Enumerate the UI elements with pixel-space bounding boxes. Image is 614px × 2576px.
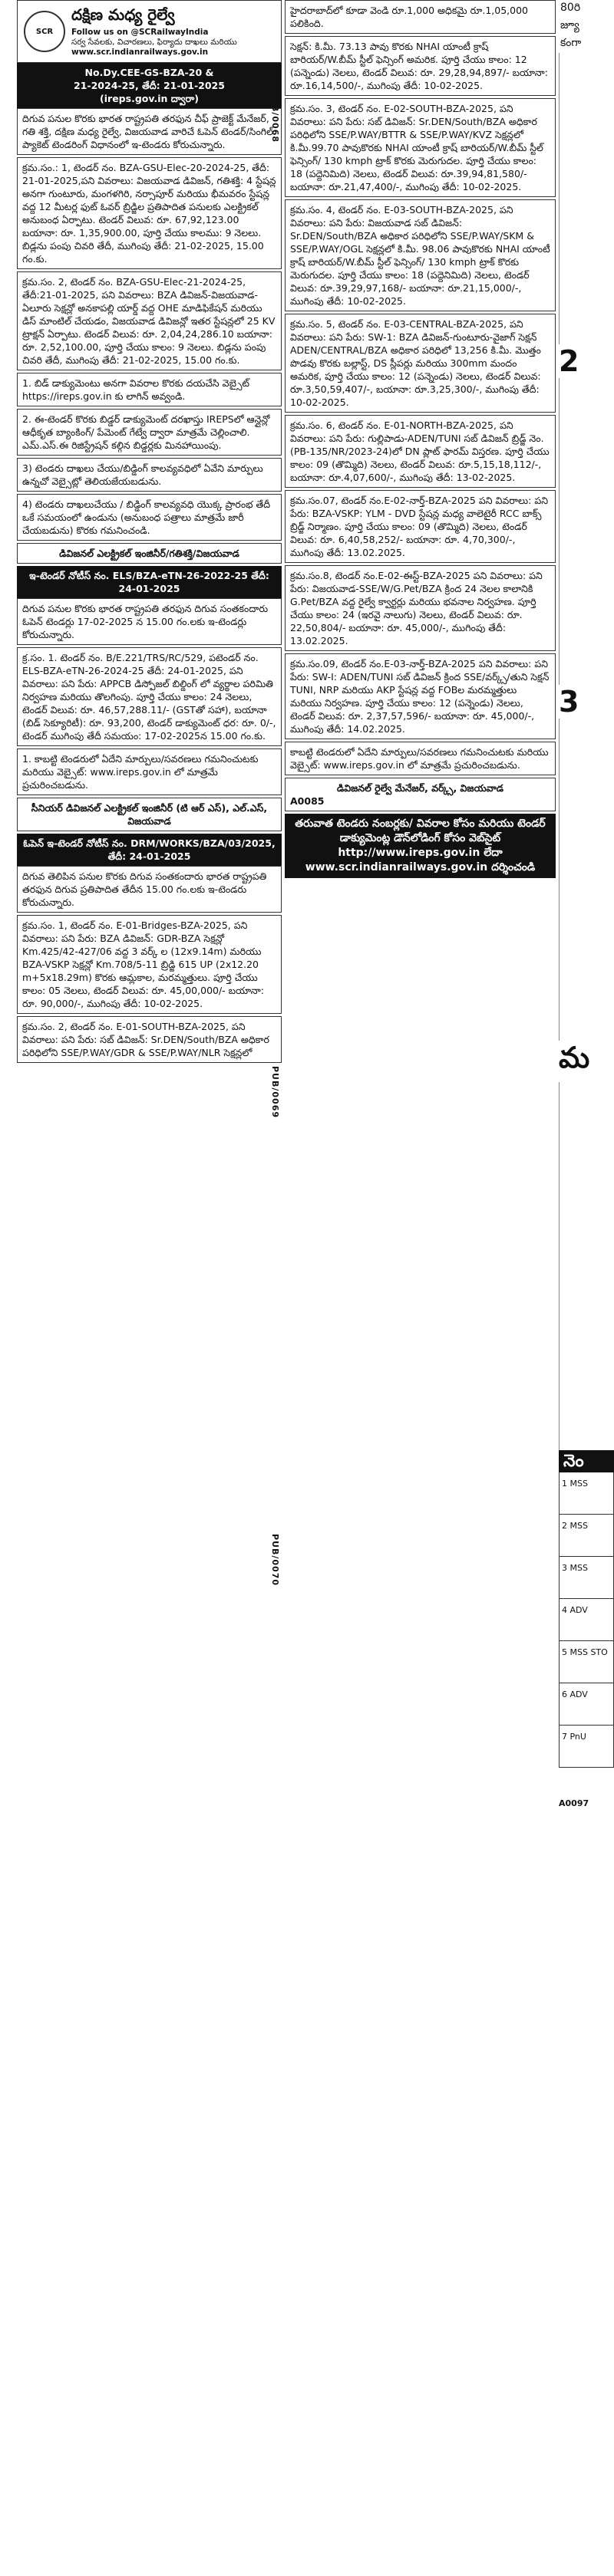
note-4: 4) టెండరు దాఖలుచేయు / బిడ్డింగ్ కాలవ్యవధి యొక్క ప్రారంభ తేదీ ఒకే సమయంలో ఉండును (అనుబంధ పత్రాలు మాత్రమే జారీ చేయబడును) కొరకు గమనించండి. [17, 494, 282, 541]
table-row: 5 MSS STO [559, 1641, 614, 1683]
etender-3-item-1: క్రమ.సం. 1, టెండర్ నం. E-01-Bridges-BZA-2025, పని వివరాలు: పని పేరు: BZA డివిజన్: GDR-BZA సెక్షన్లో Km.425/42-427/06 వద్ద 3 వర్క్ ల (12x9.14m) మరియు BZA-VSKP సెక్షన్లో Km.708/5-11 బ్రిడ్జి 615 UP (2x12.20 m+5x18.29m) కొరకు ఆమ్లకాల, మరమ్మత్తులు. పూర్తి చేయు కాలం: 05 నెలలు, టెండర్ విలువ: రూ. 45,00,000/- బయానా: రూ. 90,000/-, ముగింపు తేదీ: 10-02-2025. [17, 915, 282, 1014]
table-row: 2 MSS [559, 1515, 614, 1557]
signature-3 [285, 778, 556, 811]
etender-3-item-2: క్రమ.సం. 2, టెండర్ నం. E-01-SOUTH-BZA-2025, పని వివరాలు: పని పేరు: సబ్ డివిజన్: Sr.DEN/South/BZA అధికార పరిధిలోని SSE/P.WAY/GDR & SSE/P.WAY/NLR సెక్షన్లలో [17, 1016, 282, 1063]
etender-2-intro: దిగువ పనుల కొరకు భారత రాష్ట్రపతి తరఫున దిగువ సంతకందారు ఓపెన్ టెండర్లు 17-02-2025 న 15.00 గం.లకు ఇ-టెండర్లు కోరుచున్నారు. [17, 598, 282, 645]
ad-code-1: A0085 [290, 795, 325, 807]
intro-text: దిగువ పనుల కొరకు భారత రాష్ట్రపతి తరఫున చీఫ్ ప్రాజెక్ట్ మేనేజర్, గతి శక్తి, దక్షిణ మధ్య రైల్వే, విజయవాడ వారిచే ఓపెన్ టెండర్/సింగిల్ ప్యాకెట్ టెండరింగ్ విధానంలో ఇ-టెండరు కోరుచున్నారు. [17, 108, 282, 155]
right-big-1: 2 [559, 344, 579, 378]
tender-header [17, 63, 282, 108]
table-row: 3 MSS [559, 1557, 614, 1599]
tender-number: No.Dy.CEE-GS-BZA-20 & [84, 67, 214, 78]
table-row: 6 ADV [559, 1683, 614, 1726]
tender-item-a: సెక్షన్: కి.మీ. 73.13 పావు కొరకు NHAI యాంటీ క్రాష్ బారియర్/W.బీమ్ స్టీల్ ఫెన్సింగ్ అమరిక. పూర్తి చేయు కాలం: 12 (పన్నెండు) నెలలు, టెండర్ విలువ: రూ. 29,28,94,897/- బయానా: రూ.16,14,500/-, ముగింపు తేదీ: 10-02-2025. [285, 36, 556, 96]
etender-2-note: 1. కాబట్టి టెండరులో ఏదేని మార్పులు/సవరణలు గమనించుటకు మరియు వెబ్సైట్: www.ireps.gov.in లో మాత్రమే ప్రచురించబడును. [17, 748, 282, 795]
right-big-2: 3 [559, 685, 579, 719]
table-row: 1 MSS [559, 1472, 614, 1515]
tender-item-9: క్రమ.సం.09, టెండర్ నం.E-03-నార్త్-BZA-2025 పని వివరాలు: పని పేరు: SW-I: ADEN/TUNI సబ్ డివిజన్ క్రింద SSE/వర్క్స్/తుని సెక్షన్ TUNI, NRP మరియు AKP స్టేషన్ల వద్ద FOBల మరమ్మత్తులు మరియు నిర్వహణ. పూర్తి చేయు కాలం: 12 (పన్నెండు) నెలలు, టెండర్ విలువ: రూ. 2,37,57,596/- బయానా: రూ. 45,000/-, ముగింపు తేదీ: 14.02.2025. [285, 653, 556, 739]
tender-item-8: క్రమ.సం.8, టెండర్ నం.E-02-ఈస్ట్-BZA-2025 పని వివరాలు: పని పేరు: విజయవాడ-SSE/W/G.Pet/BZA క్రింద 24 నెలల కాలానికి G.Pet/BZA వద్ద రైల్వే క్వార్టర్లు మరియు భవనాల నిర్వహణ. పూర్తి చేయు కాలం: 24 (ఇరవై నాలుగు) నెలలు, టెండర్ విలువ: రూ. 22,50,804/- బయానా: రూ. 45,000/-, ముగింపు తేదీ: 13.02.2025. [285, 565, 556, 651]
ad-code-2: A0097 [559, 1798, 589, 1808]
note-1: 1. బిడ్ డాక్యుమెంటు అనగా వివరాల కొరకు దయచేసి వెబ్సైట్ https://ireps.gov.in కు లాగిన్ అవ్వండి. [17, 373, 282, 406]
tender-portal: (ireps.gov.in ద్వారా) [100, 93, 199, 104]
tender-item-7: క్రమ.సం.07, టెండర్ నం.E-02-నార్త్-BZA-2025 పని వివరాలు: పని పేరు: BZA-VSKP: YLM - DVD స్టేషన్ల మధ్య వాలెటైరీ RCC బాక్స్ బ్రిడ్జ్ నిర్మాణం. పూర్తి చేయు కాలం: 09 (తొమ్మిది) నెలలు, టెండర్ విలువ: రూ. 6,40,58,252/- బయానా: రూ. 4,70,300/-, ముగింపు తేదీ: 13.02.2025. [285, 490, 556, 563]
signature-2: సీనియర్ డివిజనల్ ఎలక్ట్రికల్ ఇంజినీర్ (టి ఆర్ ఎస్), ఎల్.ఎస్, విజయవాడ [17, 798, 282, 831]
tender-item-6: క్రమ.సం. 6, టెండర్ నం. E-01-NORTH-BZA-2025, పని వివరాలు: పని పేరు: గుల్లిపాడు-ADEN/TUNI సబ్ డివిజన్ బ్రిడ్జ్ నెం. (PB-135/NR/2023-24)లో DN ప్లాట్ ఫారమ్ విస్తరణ. పూర్తి చేయు కాలం: 09 (తొమ్మిది) నెలలు, టెండర్ విలువ: రూ.5,15,18,112/-, బయానా: రూ.4,07,600/-, ముగింపు తేదీ: 13-02-2025. [285, 415, 556, 488]
column-right-cropped [559, 0, 614, 2576]
etender-3-title: ఓపెన్ ఇ-టెండర్ నోటీస్ నం. DRM/WORKS/BZA/03/2025, తేదీ: 24-01-2025 [17, 834, 282, 866]
tender-item-2: క్రమ.సం. 2, టెండర్ నం. BZA-GSU-Elec-21-2024-25, తేదీ:21-01-2025, పని వివరాలు: BZA డివిజన్-విజయవాడ-ఏలూరు సెక్షన్లో అనకాపల్లి యార్డ్ వద్ద OHE మాడిఫికేషన్ మరియు డిస్ మాంటిల్ చేయడం, విజయవాడ డివిజన్లో ఇతర స్టేషన్లలో 25 KV ట్రాక్షన్ ఏర్పాటు. టెండర్ విలువ: రూ. 2,04,24,286.10 బయానా: రూ. 2,52,100.00, పూర్తి చేయు కాలం: 9 నెలలు. బిడ్లను పంపు చివరి తేదీ, ముగింపు తేదీ: 21-02-2025, 15.00 గం.కు. [17, 271, 282, 370]
railway-logo-icon: SCR [24, 11, 65, 52]
etender-2-title: ఇ-టెండర్ నోటీస్ నం. ELS/BZA-eTN-26-2022-25 తేదీ: 24-01-2025 [17, 566, 282, 598]
tender-item-1: క్రమ.సం.: 1, టెండర్ నం. BZA-GSU-Elec-20-2024-25, తేదీ: 21-01-2025,పని వివరాలు: విజయవాడ డివిజన్, గతిశక్తి: 4 స్టేషన్ల అనగా గుంటూరు, మంగళగిరి, నర్సాపూర్ మరియు భీమవరం స్టేషన్ల వద్ద 12 మీటర్ల ఫుట్ ఓవర్ బ్రిడ్జిల ప్రతిపాదిత పనులకు ఎలక్ట్రికల్ అనుబంధ ఏర్పాటు. టెండర్ విలువ: రూ. 67,92,123.00 బయానా: రూ. 1,35,900.00, పూర్తి చేయు కాలము: 9 నెలలు. బిడ్లను పంపు చివరి తేదీ, ముగింపు తేదీ: 21-02-2025, 15.00 గం.కు. [17, 157, 282, 269]
pub-label-1: PUB/0068 [270, 90, 280, 143]
right-top-2: జ్యూ [560, 19, 579, 31]
tender-item-3: క్రమ.సం. 3, టెండర్ నం. E-02-SOUTH-BZA-2025, పని వివరాలు: పని పేరు: సబ్ డివిజన్: Sr.DEN/South/BZA అధికార పరిధిలోని SSE/P.WAY/BTTR & SSE/P.WAY/KVZ సెక్షన్లలో కి.మీ.99.70 పావుకొరకు NHAI యాంటీ క్రాష్ బారియర్/W.బీమ్ స్టీల్ ఫెన్సింగ్/ 130 kmph ట్రాక్ కొరకు మెరుగుదల. పూర్తి చేయు కాలం: 18 (పద్దెనిమిది) నెలలు, టెండర్ విలువ: రూ.39,94,81,580/- బయానా: రూ.21,47,400/-, ముగింపు తేదీ: 10-02-2025. [285, 98, 556, 197]
website-link[interactable]: www.scr.indianrailways.gov.in [71, 48, 209, 57]
right-top-3: కంగా [560, 37, 582, 49]
footer-notice [285, 814, 556, 878]
table-row: 4 ADV [559, 1599, 614, 1641]
footer-text-2[interactable]: http://www.ireps.gov.in లేదా www.scr.indianrailways.gov.in దర్శించండి [305, 847, 536, 873]
right-big-3: మ [559, 1041, 590, 1074]
etender-2-item: క్ర.సం. 1. టెండర్ నం. B/E.221/TRS/RC/529, పటెండర్ నం. ELS-BZA-eTN-26-2024-25 తేదీ: 24-01-2025, పని వివరాలు: పని పేరు: APPCB డిస్పోజల్ బిల్డింగ్ లో వ్యర్థాల పరిమితి నిర్వహణ మరియు తొలగింపు. పూర్తి చేయు కాలం: 24 నెలలు, టెండర్ విలువ: రూ. 46,57,288.11/- (GSTతో సహా), బయానా (బిడ్ సెక్యూరిటీ): రూ. 93,200, టెండర్ డాక్యుమెంట్ ధర: రూ. 0/-, టెండర్ ముగింపు తేదీ సమయం: 17-02-2025న 15.00 గం.కు. [17, 647, 282, 746]
note-2: 2. ఈ-టెండర్ కొరకు బిడ్డర్ డాక్యుమెంట్ దరఖాస్తు IREPSలో ఆన్లైన్లో ఆధీకృత బ్యాంకింగ్/ పేమెంట్ గేట్వే ద్వారా మాత్రమే చెల్లించాలి. ఎమ్.ఎస్.ఈ రిజిస్ట్రేషన్ కల్గిన బిడ్డర్లకు మినహాయింపు. [17, 409, 282, 456]
tender-date: 21-2024-25, తేదీ: 21-01-2025 [74, 80, 225, 91]
column-middle [285, 0, 556, 878]
railway-header [17, 0, 282, 63]
market-text: హైదరాబాద్‌లో కూడా వెండి రూ.1,000 అధికమై రూ.1,05,000 పలికింది. [285, 0, 556, 34]
footer-text-1: తరువాత టెండరు నంబర్లకు/ వివరాల కోసం మరియు టెండర్ డాక్యుమెంట్ల డౌన్‌లోడింగ్ కోసం వెబ్‌సైట్ [295, 818, 546, 844]
follow-text-2: సర్వ సేవలకు, విచారణలు, ఫిర్యాదు దాఖలు మరియు [71, 38, 237, 47]
right-top-1: 80రి [560, 2, 581, 14]
table-row: 7 PnU [559, 1726, 614, 1768]
tender-item-4: క్రమ.సం. 4, టెండర్ నం. E-03-SOUTH-BZA-2025, పని వివరాలు: పని పేరు: విజయవాడ సబ్ డివిజన్: Sr.DEN/South/BZA అధికార పరిధిలోని SSE/P.WAY/SKM & SSE/P.WAY/OGL సెక్షన్లలో కి.మీ. 98.06 పావుకొరకు NHAI యాంటీ క్రాష్ బారియర్/W.బీమ్ స్టీల్ ఫెన్సింగ్/ 130 kmph ట్రాక్ కొరకు మెరుగుదల. పూర్తి చేయు కాలం: 18 (పద్దెనిమిది) నెలలు, టెండర్ విలువ: రూ.39,29,97,168/- బయానా: రూ.21,15,000/-, ముగింపు తేదీ: 10-02-2025. [285, 199, 556, 311]
right-table [559, 1472, 614, 1768]
org-name: దక్షిణ మధ్య రైల్వే [71, 5, 175, 24]
note-3: 3) టెండరు దాఖలు చేయు/బిడ్డింగ్ కాలవ్యవధిలో ఏవేని మార్పులు ఉన్నచో వెబ్సైట్లో తెలియజేయబడును. [17, 458, 282, 492]
follow-text: Follow us on @SCRailwayIndia [71, 28, 209, 37]
pub-label-2: PUB/0069 [270, 1066, 280, 1119]
tender-item-5: క్రమ.సం. 5, టెండర్ నం. E-03-CENTRAL-BZA-2025, పని వివరాలు: పని పేరు: SW-1: BZA డివిజన్-గుంటూరు-వైజాగ్ సెక్షన్ ADEN/CENTRAL/BZA అధికార పరిధిలో 13,256 కి.మీ. మొత్తం పొడవు కొరకు బల్లాస్ట్, DS స్లీపర్లు మరియు 300mm మందం అమరిక, పూర్తి చేయు కాలం: 12 (పన్నెండు) నెలలు, టెండర్ విలువ: రూ.3,50,59,407/-, బయానా: రూ.3,25,300/-, ముగింపు తేదీ: 10-02-2025. [285, 314, 556, 413]
pub-label-3: PUB/0070 [270, 1534, 280, 1587]
closing-text: కాబట్టి టెండరులో ఏదేని మార్పులు/సవరణలు గమనించుటకు మరియు వెబ్సైట్: www.ireps.gov.in లో మాత్రమే ప్రచురించబడును. [285, 742, 556, 775]
column-left [17, 0, 282, 1065]
etender-3-intro: దిగువ తెలిపిన పనుల కొరకు దిగువ సంతకందారు భారత రాష్ట్రపతి తరఫున దిగువ ప్రతిపాదిత తేదీన 15.00 గం.లకు ఇ-టెండరు కోరుచున్నారు. [17, 866, 282, 913]
right-table-header: నెం [559, 1450, 614, 1472]
signature-1: డివిజనల్ ఎలక్ట్రికల్ ఇంజినీర్/గతిశక్తి/విజయవాడ [17, 543, 282, 564]
signature-3-text: డివిజనల్ రైల్వే మేనేజర్, వర్క్స్, విజయవాడ [337, 782, 503, 794]
